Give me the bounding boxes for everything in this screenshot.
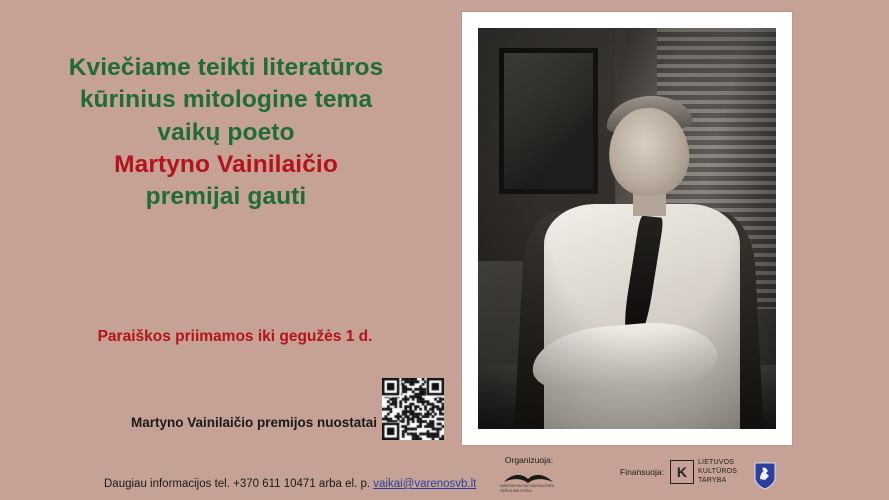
funder-caption: Finansuoja: — [620, 467, 664, 477]
coat-of-arms-shield — [753, 461, 777, 491]
rules-label: Martyno Vainilaičio premijos nuostatai — [130, 415, 378, 430]
headline-line-5: premijai gauti — [145, 183, 307, 211]
portrait-photo — [478, 28, 776, 429]
funder-monogram: K — [670, 460, 694, 484]
headline-line-4: Martyno Vainilaičio — [114, 150, 338, 178]
contact-info-text: Daugiau informacijos tel. +370 611 10471 arba el. p. — [104, 478, 374, 490]
funder-logo-group — [620, 459, 777, 491]
logos-row — [470, 455, 889, 500]
lithuanian-council-for-culture-logo — [670, 459, 737, 485]
photo-vignette — [478, 28, 776, 429]
portrait-frame — [462, 12, 792, 445]
library-book-icon — [500, 467, 558, 493]
organizer-logo-group — [500, 455, 558, 493]
organizer-caption: Organizuoja: — [504, 455, 554, 465]
headline-line-1: Kviečiame teikti literatūros — [68, 54, 384, 81]
funder-logo-text: LIETUVOS KULTŪROS TARYBA — [697, 459, 738, 484]
state-crest-icon — [753, 461, 777, 491]
contact-info — [104, 478, 476, 490]
page-title — [0, 52, 452, 214]
qr-code-canvas[interactable] — [382, 378, 444, 440]
qr-code[interactable] — [382, 378, 444, 440]
organizer-logo-text: VARĖNOS RAJONO SAVIVALDYBĖS VIEŠOJI BIBLIOTEKA — [500, 484, 555, 493]
headline-line-3: vaikų poeto — [157, 118, 295, 146]
deadline-text: Paraiškos priimamos iki gegužės 1 d. — [97, 328, 373, 345]
headline-line-2: kūrinius mitologine tema — [79, 86, 373, 114]
contact-email-link[interactable]: vaikai@varenosvb.lt — [373, 478, 477, 490]
